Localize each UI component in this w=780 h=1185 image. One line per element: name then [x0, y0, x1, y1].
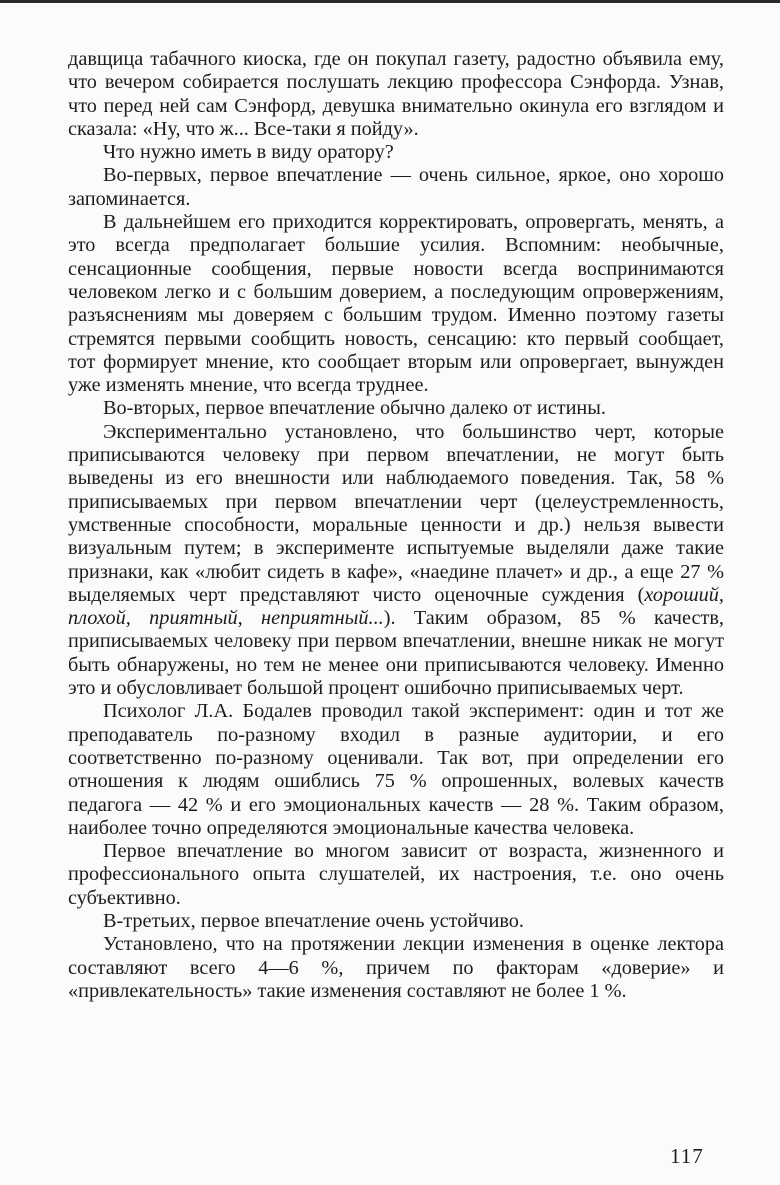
paragraph-10: Установлено, что на протяжении лекции изменения в оценке лектора составляют всего 4—6 %, причем по факторам «доверие» и «привлекательность» такие изменения составляют не более 1 %. [68, 933, 724, 1002]
paragraph-6-italic-examples: хороший, плохой, приятный, неприятный... [68, 583, 724, 630]
paragraph-5: Во-вторых, первое впечатление обычно далеко от истины. [103, 397, 606, 420]
page-number: 117 [670, 1144, 704, 1168]
paragraph-6-text-b: ). Таким образом, 85 % качеств, приписываемых человеку при первом впечатлении, внешне никак не могут быть обнаружены, но тем не менее они приписываются человеку. Именно это и обусловливает большой процент ошибочно приписываемых черт. [68, 607, 725, 700]
page-text-body [68, 48, 724, 1003]
paragraph-6-text-a: Экспериментально установлено, что большинство черт, которые приписываются человеку при первом впечатлении, не могут быть выведены из его внешности или наблюдаемого поведения. Так, 58 % приписываемых при первом впечатлении черт (целеустремленность, умственные способности, моральные ценности и др.) нельзя вывести визуальным путем; в эксперименте испытуемые выделяли даже такие признаки, как «любит сидеть в кафе», «наедине плачет» и др., а еще 27 % выделяемых черт представляют чисто оценочные суждения ( [68, 420, 724, 606]
paragraph-2: Что нужно иметь в виду оратору? [103, 141, 394, 164]
paragraph-4: В дальнейшем его приходится корректировать, опровергать, менять, а это всегда предполагает большие усилия. Вспомним: необычные, сенсационные сообщения, первые новости всегда воспринимаются человеком легко и с большим доверием, а последующим опровержениям, разъяснениям мы доверяем с большим трудом. Именно поэтому газеты стремятся первыми сообщить новость, сенсацию: кто первый сообщает, тот формирует мнение, кто сообщает вторым или опровергает, вынужден уже изменять мнение, что всегда труднее. [68, 211, 724, 397]
paragraph-9: В-третьих, первое впечатление очень устойчиво. [103, 909, 524, 932]
paragraph-7: Психолог Л.А. Бодалев проводил такой эксперимент: один и тот же преподаватель по-разному входил в разные аудитории, и его соответственно по-разному оценивали. Так вот, при определении его отношения к людям ошиблись 75 % опрошенных, волевых качеств педагога — 42 % и его эмоциональных качеств — 28 %. Таким образом, наиболее точно определяются эмоциональные качества человека. [68, 700, 724, 839]
top-border [0, 0, 780, 3]
paragraph-6 [68, 421, 724, 701]
paragraph-3: Во-первых, первое впечатление — очень сильное, яркое, оно хорошо запоминается. [68, 164, 724, 210]
paragraph-8: Первое впечатление во многом зависит от возраста, жизненного и профессионального опыта слушателей, их настроения, т.е. оно очень субъективно. [68, 840, 724, 909]
paragraph-1: давщица табачного киоска, где он покупал газету, радостно объявила ему, что вечером собирается послушать лекцию профессора Сэнфорда. Узнав, что перед ней сам Сэнфорд, девушка внимательно окинула его взглядом и сказала: «Ну, что ж... Все-таки я пойду». [68, 48, 724, 140]
